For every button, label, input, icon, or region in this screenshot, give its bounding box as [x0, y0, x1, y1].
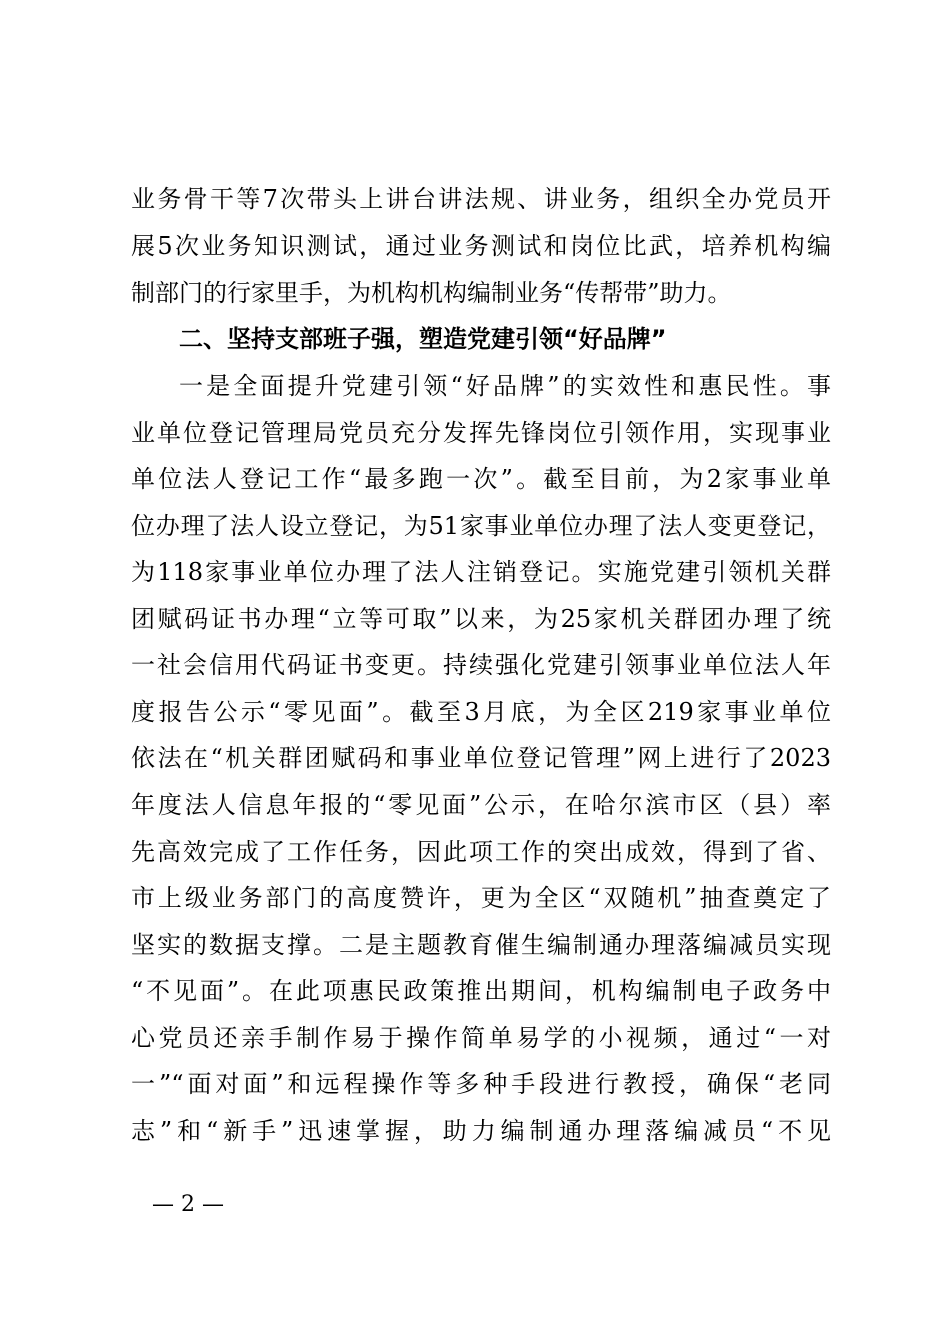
- section-heading: 二、坚持支部班子强，塑造党建引领“好品牌”: [179, 325, 667, 353]
- body-line-13: 依法在“机关群团赋码和事业单位登记管理”网上进行了2023: [131, 744, 831, 772]
- body-line-2: 展5次业务知识测试，通过业务测试和岗位比武，培养机构编: [131, 232, 831, 260]
- body-line-18: “不见面”。在此项惠民政策推出期间，机构编制电子政务中: [131, 977, 831, 1005]
- body-line-10: 团赋码证书办理“立等可取”以来，为25家机关群团办理了统: [131, 605, 831, 633]
- body-line-9: 为118家事业单位办理了法人注销登记。实施党建引领机关群: [131, 558, 831, 586]
- body-line-5: 一是全面提升党建引领“好品牌”的实效性和惠民性。事: [179, 372, 831, 400]
- body-line-11: 一社会信用代码证书变更。持续强化党建引领事业单位法人年: [131, 651, 831, 679]
- body-line-15: 先高效完成了工作任务，因此项工作的突出成效，得到了省、: [131, 838, 831, 866]
- body-line-19: 心党员还亲手制作易于操作简单易学的小视频，通过“一对: [131, 1024, 831, 1052]
- body-line-16: 市上级业务部门的高度赞许，更为全区“双随机”抽查奠定了: [131, 884, 831, 912]
- body-line-12: 度报告公示“零见面”。截至3月底，为全区219家事业单位: [131, 698, 831, 726]
- body-line-3: 制部门的行家里手，为机构机构编制业务“传帮带”助力。: [131, 279, 732, 307]
- body-line-6: 业单位登记管理局党员充分发挥先锋岗位引领作用，实现事业: [131, 419, 831, 447]
- body-line-14: 年度法人信息年报的“零见面”公示，在哈尔滨市区（县）率: [131, 791, 831, 819]
- body-line-8: 位办理了法人设立登记，为51家事业单位办理了法人变更登记，: [131, 512, 831, 540]
- body-line-1: 业务骨干等7次带头上讲台讲法规、讲业务，组织全办党员开: [131, 185, 831, 213]
- body-line-17: 坚实的数据支撑。二是主题教育催生编制通办理落编减员实现: [131, 931, 831, 959]
- body-line-7: 单位法人登记工作“最多跑一次”。截至目前，为2家事业单: [131, 465, 831, 493]
- body-line-21: 志”和“新手”迅速掌握，助力编制通办理落编减员“不见: [131, 1117, 831, 1145]
- body-line-20: 一”“面对面”和远程操作等多种手段进行教授，确保“老同: [131, 1070, 831, 1098]
- page-number: — 2 —: [152, 1192, 224, 1217]
